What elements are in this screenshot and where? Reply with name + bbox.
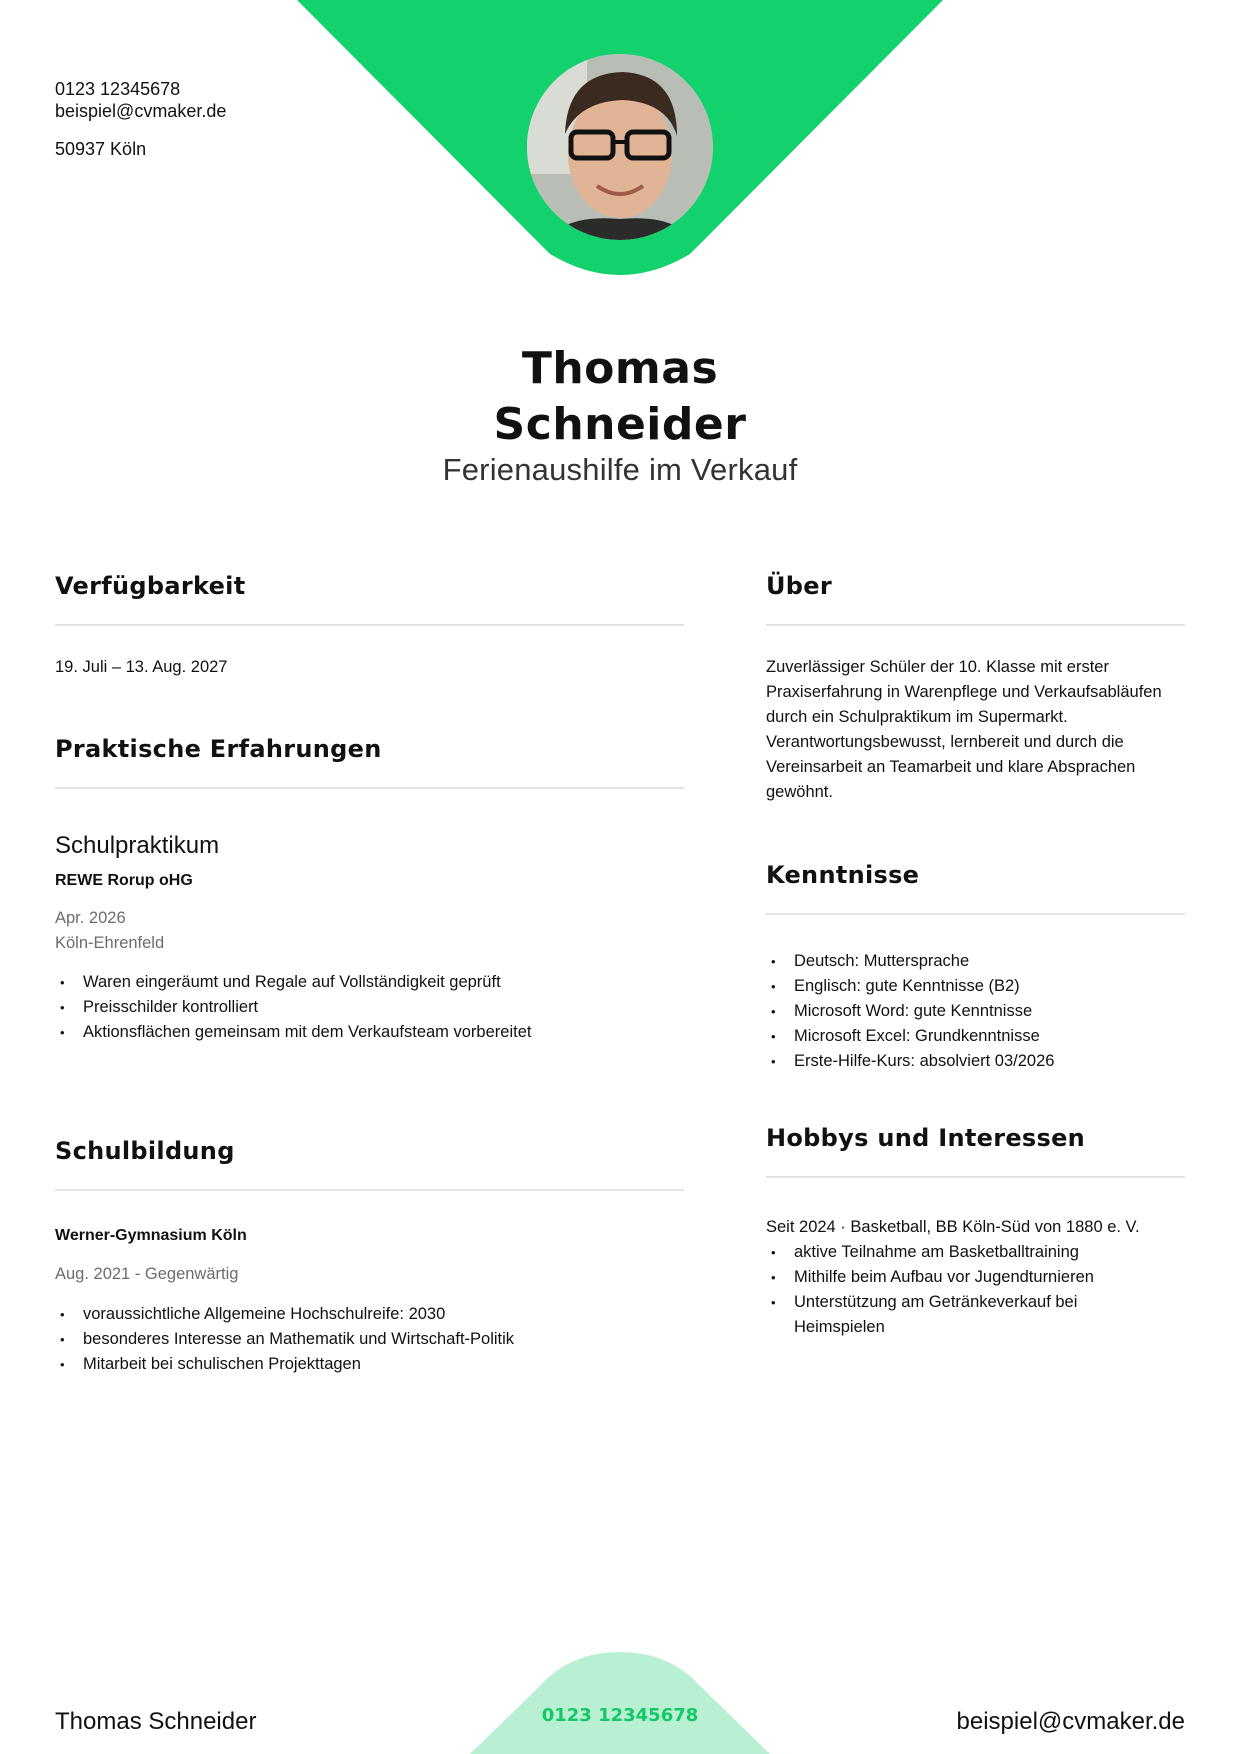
profile-photo (527, 54, 713, 240)
list-item: • Mithilfe beim Aufbau vor Jugendturnieren (766, 1265, 1096, 1290)
hobbies-intro: Seit 2024 · Basketball, BB Köln-Süd von 1880 e. V. (766, 1218, 1140, 1236)
availability-dates: 19. Juli – 13. Aug. 2027 (55, 658, 228, 676)
footer-email[interactable]: beispiel@cvmaker.de (956, 1708, 1185, 1735)
list-item: • Microsoft Excel: Grundkenntnisse (766, 1024, 1185, 1049)
list-item: • Mitarbeit bei schulischen Projekttagen (55, 1352, 684, 1377)
section-divider (55, 787, 684, 789)
section-divider (766, 913, 1185, 915)
footer-green-shape (470, 1650, 770, 1754)
job-role: Ferienaushilfe im Verkauf (442, 452, 798, 487)
list-item: • Unterstützung am Getränkeverkauf bei Heimspielen (766, 1290, 1096, 1340)
section-title-skills: Kenntnisse (766, 861, 920, 889)
job-location: Köln-Ehrenfeld (55, 934, 165, 952)
job-bullets (55, 970, 684, 1045)
list-item: • Erste-Hilfe-Kurs: absolviert 03/2026 (766, 1049, 1185, 1074)
section-title-experience: Praktische Erfahrungen (55, 735, 382, 763)
school-name: Werner-Gymnasium Köln (55, 1227, 247, 1244)
list-item: • voraussichtliche Allgemeine Hochschulreife: 2030 (55, 1302, 684, 1327)
list-item: • Preisschilder kontrolliert (55, 995, 684, 1020)
job-date: Apr. 2026 (55, 909, 126, 927)
list-item: • aktive Teilnahme am Basketballtraining (766, 1240, 1096, 1265)
first-name: Thomas (521, 343, 719, 394)
contact-email[interactable]: beispiel@cvmaker.de (55, 101, 227, 121)
hobbies-list (766, 1240, 1096, 1340)
section-title-availability: Verfügbarkeit (55, 572, 246, 600)
contact-block (55, 78, 226, 160)
list-item: • Aktionsflächen gemeinsam mit dem Verkaufsteam vorbereitet (55, 1020, 684, 1045)
section-title-hobbies: Hobbys und Interessen (766, 1124, 1086, 1152)
contact-city: 50937 Köln (55, 139, 147, 159)
section-divider (55, 624, 684, 626)
list-item: • Waren eingeräumt und Regale auf Vollständigkeit geprüft (55, 970, 684, 995)
footer-phone[interactable]: 0123 12345678 (541, 1705, 699, 1726)
section-divider (766, 624, 1185, 626)
list-item: • Englisch: gute Kenntnisse (B2) (766, 974, 1185, 999)
education-bullets (55, 1302, 684, 1377)
list-item: • Deutsch: Muttersprache (766, 949, 1185, 974)
job-company: REWE Rorup oHG (55, 872, 193, 889)
job-title: Schulpraktikum (55, 832, 220, 859)
last-name: Schneider (493, 399, 747, 450)
school-date: Aug. 2021 - Gegenwärtig (55, 1265, 239, 1283)
contact-phone[interactable]: 0123 12345678 (55, 79, 181, 99)
skills-list (766, 949, 1185, 1074)
list-item: • Microsoft Word: gute Kenntnisse (766, 999, 1185, 1024)
list-item: • besonderes Interesse an Mathematik und Wirtschaft-Politik (55, 1327, 684, 1352)
section-title-education: Schulbildung (55, 1137, 235, 1165)
section-divider (55, 1189, 684, 1191)
section-divider (766, 1176, 1185, 1178)
section-title-about: Über (766, 572, 832, 600)
footer-name: Thomas Schneider (55, 1708, 257, 1735)
about-text: Zuverlässiger Schüler der 10. Klasse mit erster Praxiserfahrung in Warenpflege und Verkaufsabläufen durch ein Schulpraktikum im Supermarkt. Verantwortungsbewusst, lernbereit und durch die Vereinsarbeit an Teamarbeit und klare Absprachen gewöhnt. (766, 658, 1162, 801)
